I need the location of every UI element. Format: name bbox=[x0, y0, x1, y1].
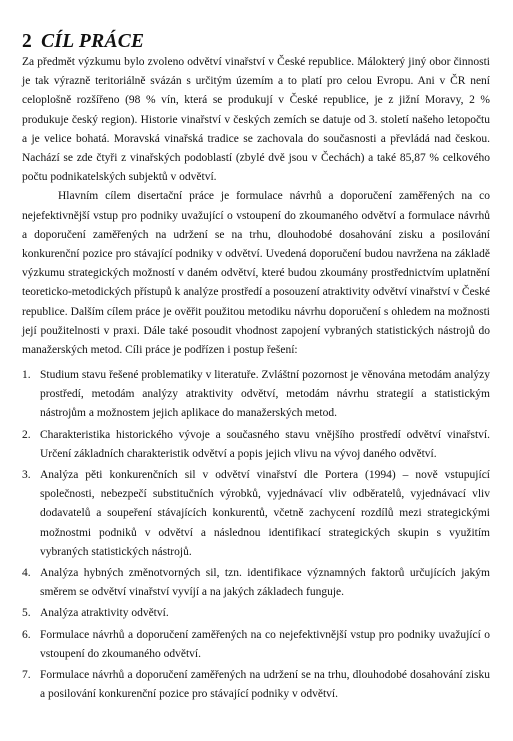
list-item-number: 4. bbox=[22, 567, 31, 580]
list-item bbox=[22, 366, 490, 424]
list-item-number: 1. bbox=[22, 369, 31, 381]
list-item-number: 3. bbox=[22, 469, 31, 482]
list-item-number: 2. bbox=[22, 428, 31, 441]
list-item bbox=[22, 626, 490, 664]
list-item-text: Analýza atraktivity odvětví. bbox=[40, 607, 169, 620]
list-item-text: Formulace návrhů a doporučení zaměřených na udržení se na trhu, dlouhodobé dosahování zisku a posilování konkurenční pozice pro stávající podniky v odvětví. bbox=[40, 669, 490, 701]
procedure-list bbox=[22, 366, 490, 706]
list-item-number: 7. bbox=[22, 669, 31, 682]
paragraph-goals: Hlavním cílem disertační práce je formulace návrhů a doporučení zaměřených na co nejefektivnější vstup pro podniky uvažující o vstoupení do zkoumaného odvětví a formulace návrhů a doporučení zaměřených na udržení se na trhu, dlouhodobé dosahování zisku a posilování konkurenční pozice pro stávající podniky v odvětví. Uvedená doporučení budou navržena na základě výzkumu strategických možností v daném odvětví, které budou zkoumány prostřednictvím uplatnění teoreticko-metodických přístupů k analýze prostředí a posouzení atraktivity odvětví vinařství v České republice. Dalším cílem práce je ověřit použitou metodiku návrhu doporučení s ohledem na možnosti její použitelnosti v praxi. Dále také posoudit vhodnost zapojení vybraných statistických nástrojů do manažerských metod. Cíli práce je podřízen i postup řešení: bbox=[22, 190, 490, 357]
list-item bbox=[22, 466, 490, 562]
chapter-heading bbox=[22, 31, 144, 53]
list-item-text: Formulace návrhů a doporučení zaměřených na co nejefektivnější vstup pro podniky uvažující o vstoupení do zkoumaného odvětví. bbox=[40, 628, 490, 660]
paragraph-intro: Za předmět výzkumu bylo zvoleno odvětví vinařství v České republice. Málokterý jiný obor činnosti je tak výrazně teritoriálně svázán s určitým územím a to platí pro celou Evropu. Ani v ČR není celoplošně rozšířeno (98 % vín, která se produkují v České republice, je z jižní Moravy, 2 % produkuje český region). Historie vinařství v českých zemích se datuje od 3. století našeho letopočtu a je velice bohatá. Moravská vinařská tradice se zachovala do současnosti a převládá nad českou. Nachází se zde čtyři z vinařských podoblastí (zbylé dvě jsou v Čechách) a také 85,87 % celkového počtu podnikatelských subjektů v odvětví. bbox=[22, 56, 490, 184]
list-item-text: Charakteristika historického vývoje a současného stavu vnějšího prostředí odvětví vinařství. Určení základních charakteristik odvětví a popis jejich vlivu na vývoj daného odvětví. bbox=[40, 428, 490, 460]
list-item bbox=[22, 426, 490, 464]
list-item-text: Analýza pěti konkurenčních sil v odvětví vinařství dle Portera (1994) – nově vstupující společnosti, nebezpečí substitučních výrobků, vyjednávací vliv odběratelů, vyjednávací vliv dodavatelů a soupeření stávajících konkurentů, včetně zachycení rozdílů mezi strategickými možnostmi podniků v odvětví a následnou identifikací strategických skupin s využitím vybraných statistických nástrojů. bbox=[40, 469, 490, 558]
list-item-text: Analýza hybných změnotvorných sil, tzn. identifikace významných faktorů určujících jakým směrem se odvětví vinařství vyvíjí a na jakých základech funguje. bbox=[40, 567, 490, 599]
chapter-number: 2 bbox=[22, 31, 33, 53]
list-item bbox=[22, 604, 490, 623]
list-item-number: 5. bbox=[22, 607, 31, 620]
list-item-number: 6. bbox=[22, 628, 31, 641]
list-item bbox=[22, 666, 490, 704]
body-text bbox=[22, 53, 490, 360]
chapter-title: CÍL PRÁCE bbox=[41, 31, 145, 53]
list-item bbox=[22, 564, 490, 602]
list-item-text: Studium stavu řešené problematiky v literatuře. Zvláštní pozornost je věnována metodám analýzy prostředí, metodám analýzy atraktivity odvětví, metodám návrhu strategií a statistickým nástrojům a možnostem jejich aplikace do manažerských metod. bbox=[40, 369, 490, 420]
